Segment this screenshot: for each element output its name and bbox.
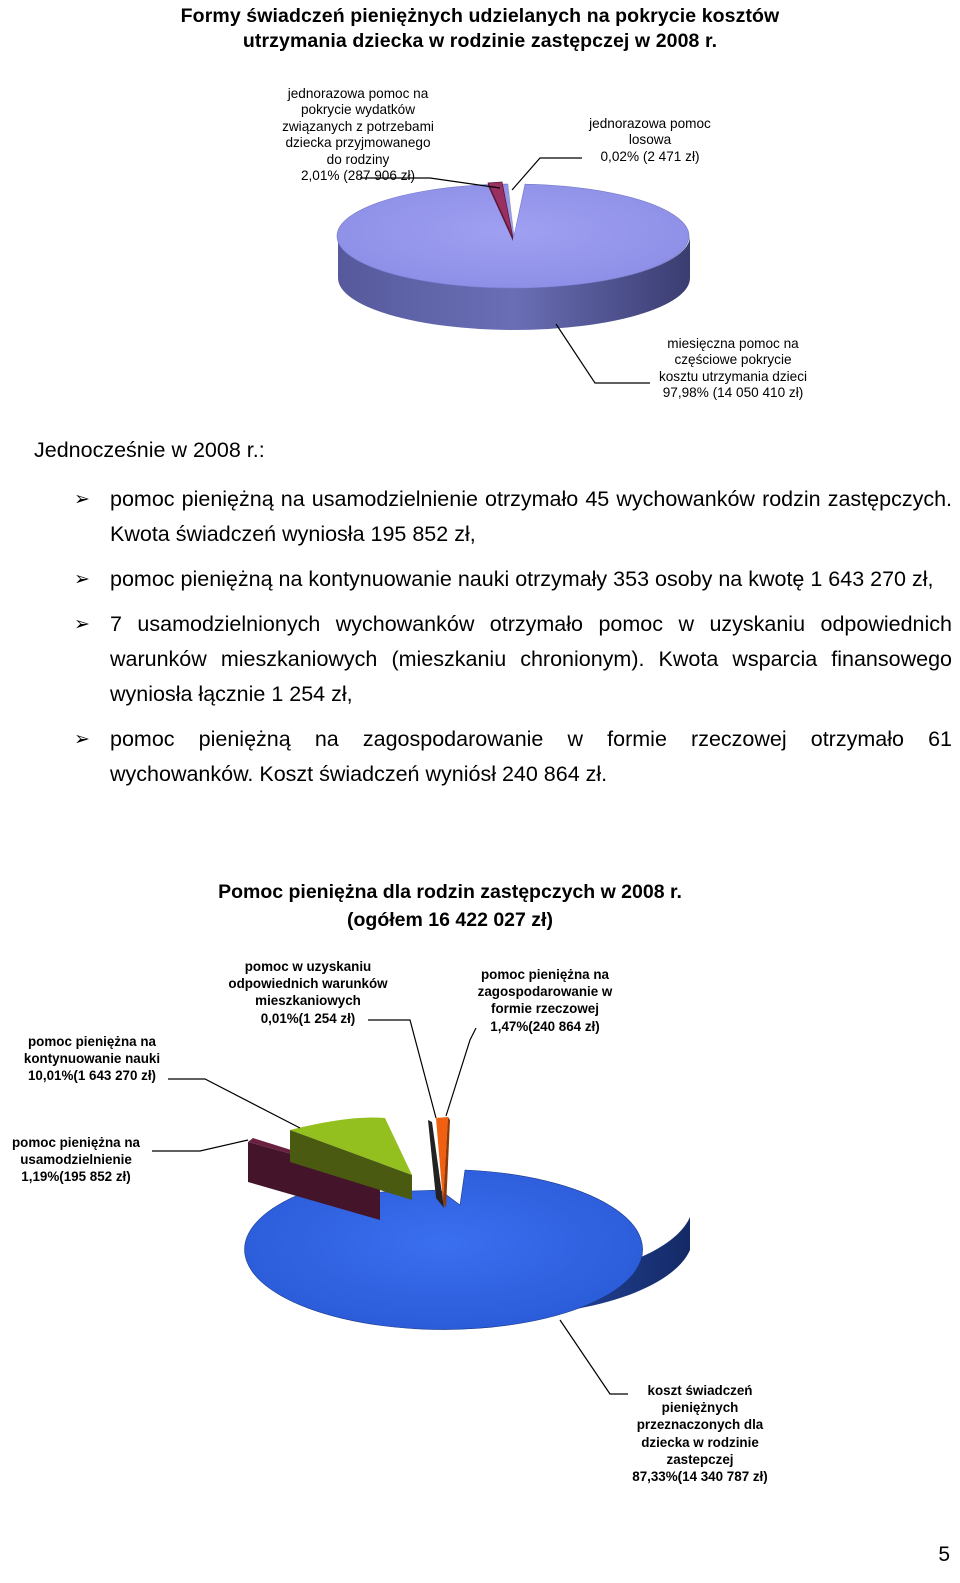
bullet-item	[74, 722, 952, 792]
chart1-label-miesieczna: miesięczna pomoc na częściowe pokrycie kosztu utrzymania dzieci 97,98% (14 050 410 zł)	[658, 336, 808, 401]
chart1-label-losowa: jednorazowa pomoc losowa 0,02% (2 471 zł)	[589, 116, 711, 164]
arrow-bullet-icon: ➢	[74, 614, 90, 635]
page-number: 5	[938, 1543, 950, 1566]
chart2-label-usamodzielnienie: pomoc pieniężna na usamodzielnienie 1,19%(195 852 zł)	[12, 1135, 140, 1185]
bullet-list	[74, 482, 952, 802]
intro-text: Jednocześnie w 2008 r.:	[34, 438, 265, 462]
bullet-item	[74, 562, 952, 597]
chart2-leader-zagospodarowanie	[446, 1028, 476, 1116]
chart1-leader-miesieczna	[556, 324, 650, 383]
arrow-bullet-icon: ➢	[74, 569, 90, 590]
chart2-title: Pomoc pieniężna dla rodzin zastępczych w 2008 r. (ogółem 16 422 027 zł)	[218, 881, 682, 931]
chart1-label-potrzeby: jednorazowa pomoc na pokrycie wydatków związanych z potrzebami dziecka przyjmowanego do rodziny 2,01% (287 906 zł)	[282, 86, 434, 184]
chart1-title: Formy świadczeń pieniężnych udzielanych na pokrycie kosztów utrzymania dziecka w rodzinie zastępczej w 2008 r.	[180, 5, 780, 52]
arrow-bullet-icon: ➢	[74, 729, 90, 750]
arrow-bullet-icon: ➢	[74, 489, 90, 510]
bullet-text: 7 usamodzielnionych wychowanków otrzymało pomoc w uzyskaniu odpowiednich warunków mieszkaniowych (mieszkaniu chronionym). Kwota wsparcia finansowego wyniosła łącznie 1 254 zł,	[110, 612, 952, 706]
chart2-label-koszt: koszt świadczeń pieniężnych przeznaczonych dla dziecka w rodzinie zastepczej 87,33%(14 340 787 zł)	[632, 1383, 768, 1485]
chart2-label-mieszkaniowe: pomoc w uzyskaniu odpowiednich warunków mieszkaniowych 0,01%(1 254 zł)	[228, 959, 388, 1026]
bullet-item	[74, 607, 952, 712]
bullet-text: pomoc pieniężną na usamodzielnienie otrzymało 45 wychowanków rodzin zastępczych. Kwota świadczeń wyniosła 195 852 zł,	[110, 487, 952, 546]
chart2-label-nauka: pomoc pieniężna na kontynuowanie nauki 10,01%(1 643 270 zł)	[23, 1034, 161, 1084]
chart2-label-zagospodarowanie: pomoc pieniężna na zagospodarowanie w formie rzeczowej 1,47%(240 864 zł)	[477, 967, 613, 1034]
chart2-leader-mieszkaniowe	[368, 1020, 436, 1118]
chart2-leader-nauka	[168, 1079, 300, 1128]
bullet-text: pomoc pieniężną na zagospodarowanie w formie rzeczowej otrzymało 61 wychowanków. Koszt świadczeń wyniósł 240 864 zł.	[110, 727, 952, 786]
bullet-text: pomoc pieniężną na kontynuowanie nauki otrzymały 353 osoby na kwotę 1 643 270 zł,	[110, 567, 934, 591]
bullet-item	[74, 482, 952, 552]
chart2-leader-usamodzielnienie	[152, 1140, 248, 1151]
